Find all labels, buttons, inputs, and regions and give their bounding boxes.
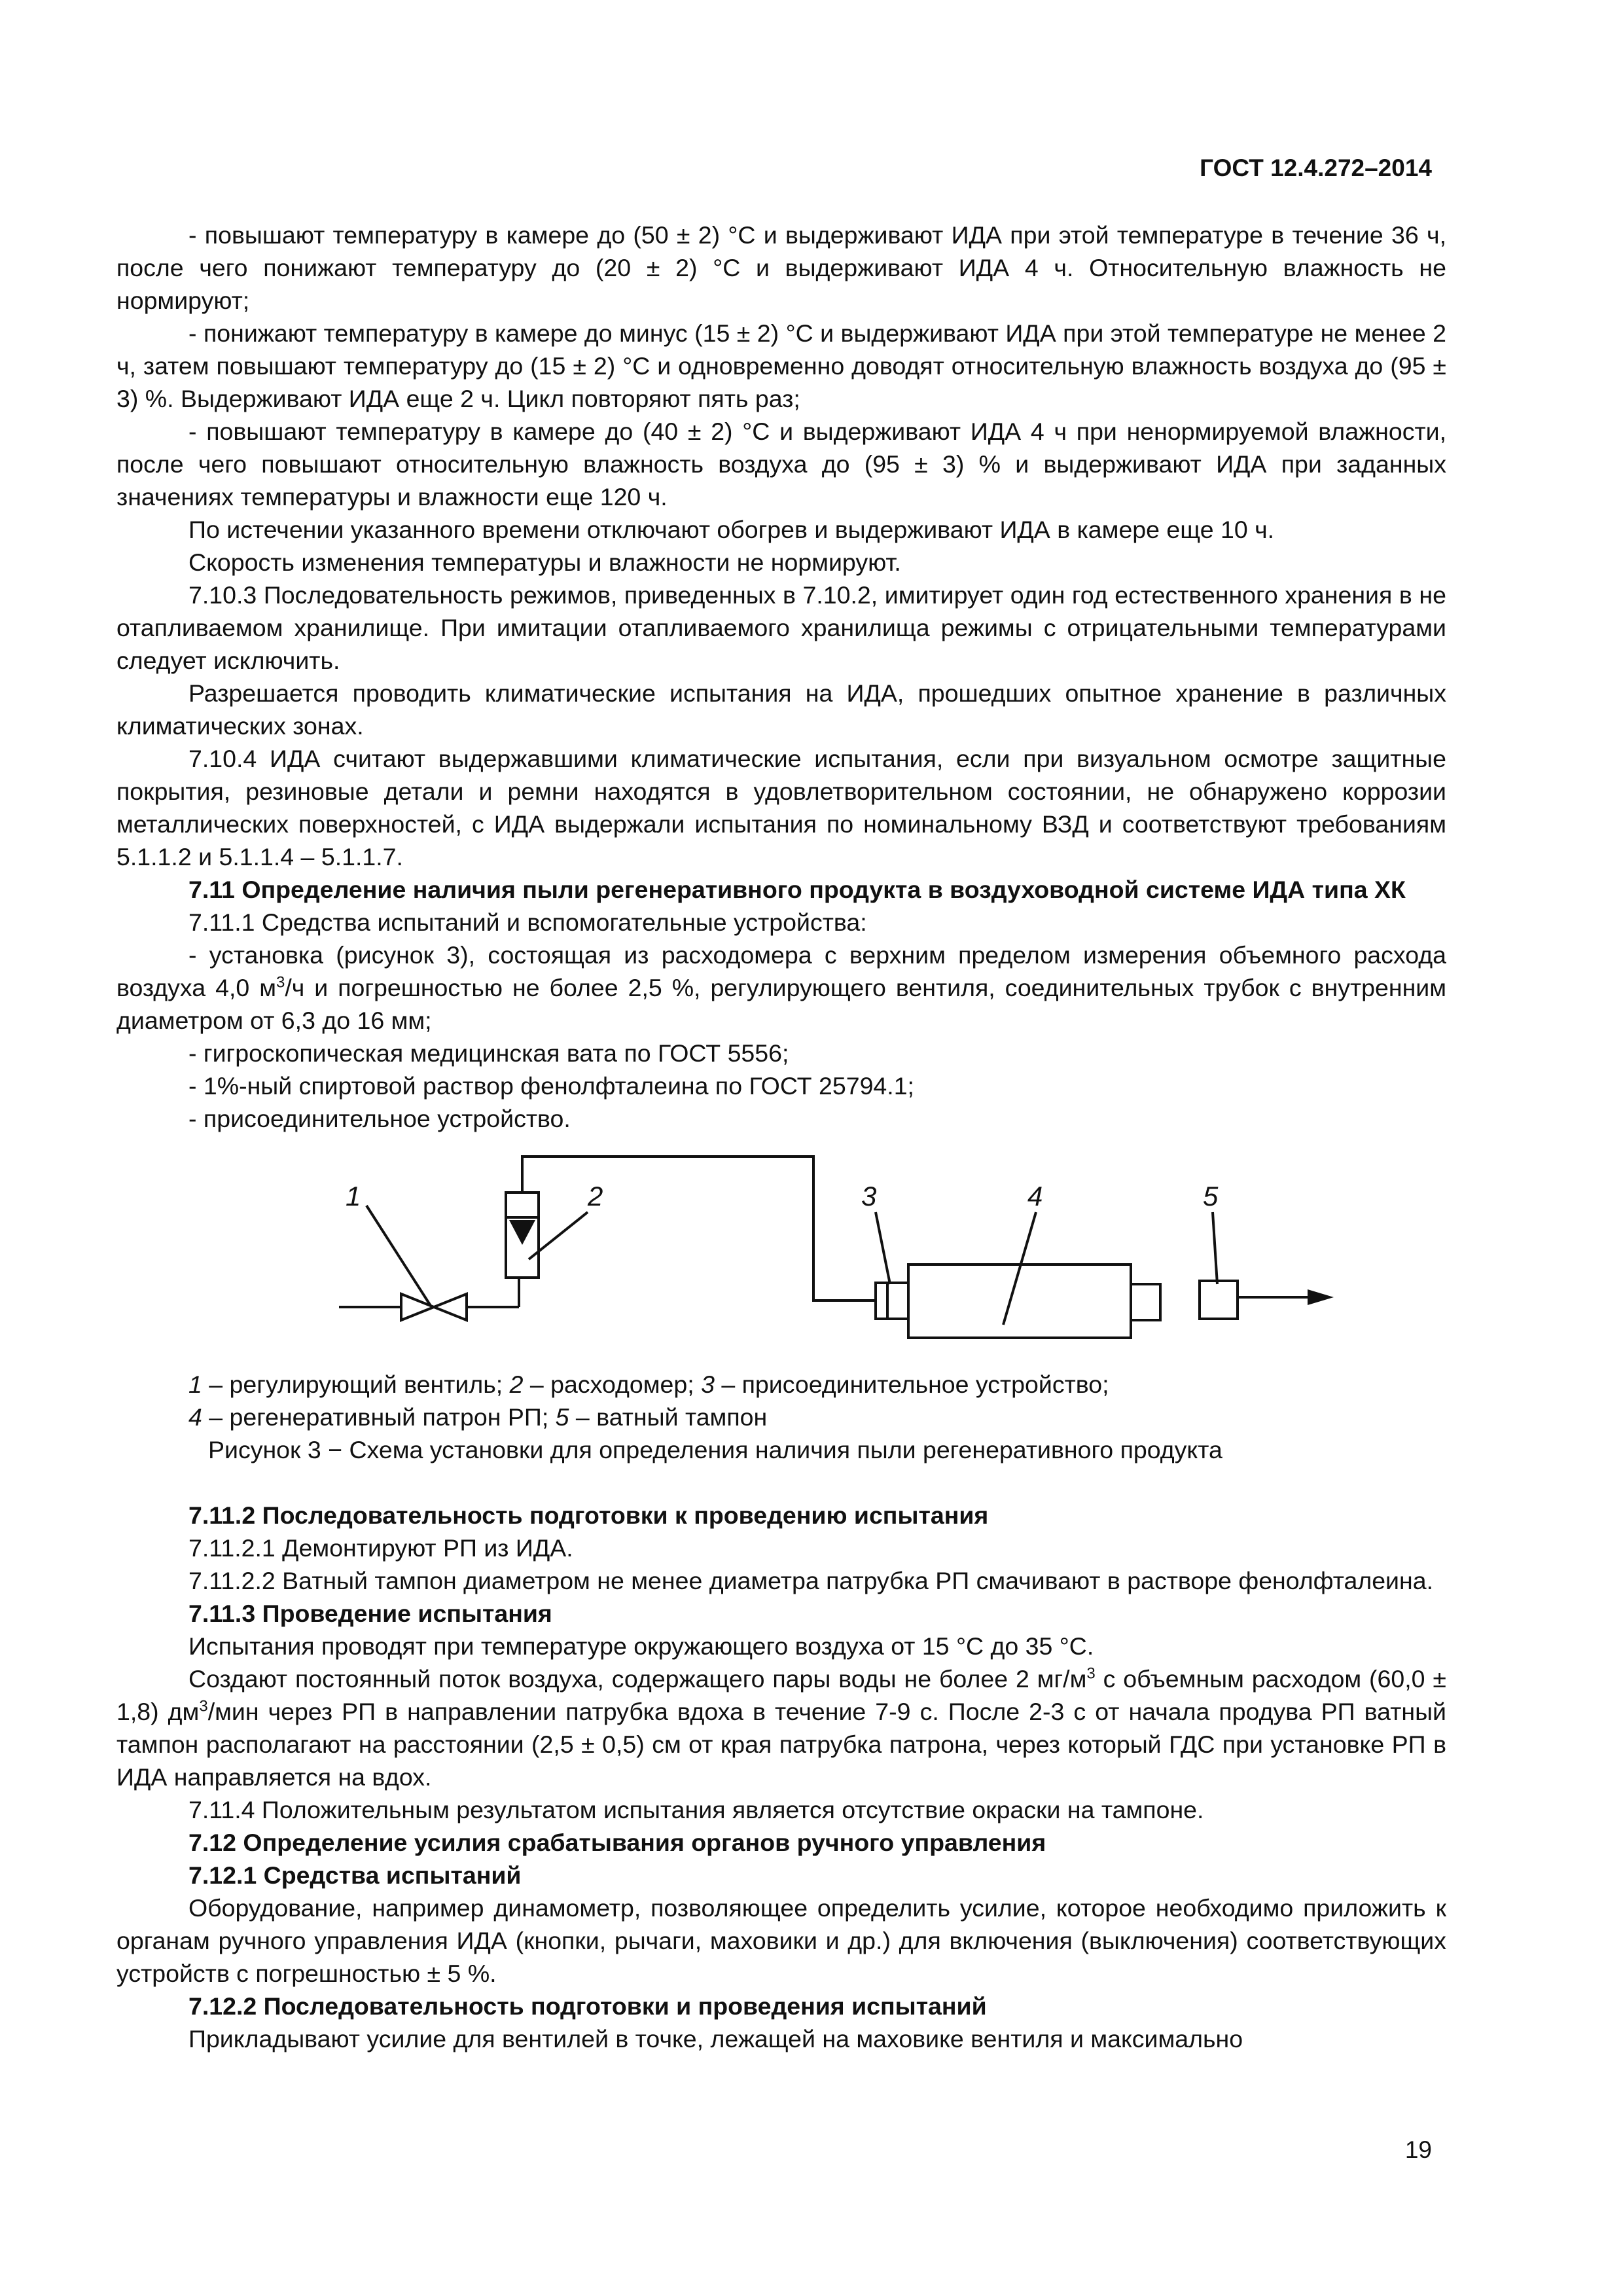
- paragraph-text: с объемным расходом (60,0 ± 1,8) дм: [116, 1665, 1446, 1725]
- figure-legend-line-1: [116, 1368, 1446, 1401]
- paragraph: 7.11.2.2 Ватный тампон диаметром не менее диаметра патрубка РП смачивают в растворе фенолфталеина.: [188, 1567, 1433, 1594]
- paragraph: - повышают температуру в камере до (50 ± 2) °С и выдерживают ИДА при этой температуре в течение 36 ч, после чего понижают температуру до (20 ± 2) °С и выдерживают ИДА 4 ч. Относительную влажность не нормируют;: [116, 221, 1446, 314]
- paragraph: Скорость изменения температуры и влажности не нормируют.: [188, 548, 901, 576]
- list-item-text: - установка (рисунок 3), состоящая из расходомера с верхним пределом измерения объемного расхода воздуха 4,0 м: [116, 941, 1446, 1001]
- superscript: 3: [1086, 1664, 1096, 1683]
- figure-legend-line-2: [116, 1401, 1446, 1433]
- legend-num: 1: [188, 1371, 202, 1398]
- valve-symbol-right: [434, 1294, 467, 1320]
- paragraph: - повышают температуру в камере до (40 ± 2) °С и выдерживают ИДА 4 ч при ненормируемой влажности, после чего повышают относительную влажность воздуха до (95 ± 3) % и выдерживают ИДА при заданных значениях температуры и влажности еще 120 ч.: [116, 418, 1446, 511]
- paragraph: Разрешается проводить климатические испытания на ИДА, прошедших опытное хранение в различных климатических зонах.: [116, 679, 1446, 740]
- legend-num: 2: [509, 1371, 524, 1398]
- list-item: - 1%-ный спиртовой раствор фенолфталеина по ГОСТ 25794.1;: [188, 1072, 914, 1100]
- figure-label-2: 2: [588, 1181, 603, 1211]
- flowmeter-float: [509, 1220, 535, 1245]
- legend-text: – присоединительное устройство;: [714, 1371, 1109, 1398]
- legend-text: – регулирующий вентиль;: [202, 1371, 510, 1398]
- paragraph: Оборудование, например динамометр, позволяющее определить усилие, которое необходимо приложить к органам ручного управления ИДА (кнопки, рычаги, маховики и др.) для включения (выключения) соответствующих устройств с погрешностью ± 5 %.: [116, 1894, 1446, 1987]
- paragraph-text: /мин через РП в направлении патрубка вдоха в течение 7-9 с. После 2-3 с от начала продува РП ватный тампон располагают на расстоянии (2,5 ± 0,5) см от края патрубка патрона, через который ГДС при установке РП в ИДА направляется на вдох.: [116, 1698, 1446, 1791]
- section-heading-7-12: 7.12 Определение усилия срабатывания органов ручного управления: [188, 1829, 1046, 1856]
- superscript: 3: [276, 973, 285, 992]
- connector-device: [876, 1283, 908, 1319]
- cartridge-nozzle: [1131, 1284, 1160, 1320]
- section-heading-7-11-3: 7.11.3 Проведение испытания: [188, 1600, 552, 1627]
- leader-line-3: [876, 1212, 890, 1284]
- legend-text: – ватный тампон: [569, 1403, 768, 1431]
- figure-3-diagram: [332, 1147, 1353, 1363]
- regenerative-cartridge: [908, 1265, 1131, 1338]
- spacer: [116, 1466, 1446, 1499]
- list-item-text: /ч и погрешностью не более 2,5 %, регулирующего вентиля, соединительных трубок с внутренним диаметром от 6,3 до 16 мм;: [116, 974, 1447, 1034]
- section-heading-7-12-1: 7.12.1 Средства испытаний: [188, 1861, 522, 1889]
- list-item: [116, 939, 1446, 1037]
- list-item: - присоединительное устройство.: [188, 1105, 571, 1132]
- paragraph: 7.10.4 ИДА считают выдержавшими климатические испытания, если при визуальном осмотре защитные покрытия, резиновые детали и ремни находятся в удовлетворительном состоянии, не обнаружено коррозии металлических поверхностей, с ИДА выдержали испытания по номинальному ВЗД и соответствуют требованиям 5.1.1.2 и 5.1.1.4 – 5.1.1.7.: [116, 745, 1446, 870]
- paragraph: 7.10.3 Последовательность режимов, приведенных в 7.10.2, имитирует один год естественного хранения в не отапливаемом хранилище. При имитации отапливаемого хранилища режимы с отрицательными температурами следует исключить.: [116, 581, 1446, 674]
- paragraph: 7.11.2.1 Демонтируют РП из ИДА.: [188, 1534, 573, 1562]
- section-heading-7-12-2: 7.12.2 Последовательность подготовки и проведения испытаний: [188, 1992, 987, 2020]
- leader-line-1: [366, 1206, 431, 1306]
- figure-label-5: 5: [1203, 1181, 1219, 1211]
- superscript: 3: [199, 1697, 208, 1715]
- page-number: 19: [1404, 2136, 1432, 2163]
- document-header: ГОСТ 12.4.272–2014: [1200, 154, 1432, 181]
- paragraph: По истечении указанного времени отключают обогрев и выдерживают ИДА в камере еще 10 ч.: [188, 516, 1275, 543]
- pipe-flowmeter-cartridge: [522, 1157, 876, 1300]
- paragraph: [116, 1662, 1446, 1793]
- leader-line-5: [1213, 1212, 1217, 1284]
- cotton-swab: [1200, 1281, 1238, 1319]
- paragraph: 7.11.1 Средства испытаний и вспомогательные устройства:: [188, 908, 867, 936]
- leader-line-4: [1003, 1212, 1036, 1325]
- paragraph-text: Создают постоянный поток воздуха, содержащего пары воды не более 2 мг/м: [188, 1665, 1087, 1693]
- paragraph: - понижают температуру в камере до минус (15 ± 2) °С и выдерживают ИДА при этой температуре не менее 2 ч, затем повышают температуру до (15 ± 2) °С и одновременно доводят относительную влажность воздуха до (95 ± 3) %. Выдерживают ИДА еще 2 ч. Цикл повторяют пять раз;: [116, 319, 1446, 412]
- legend-num: 4: [188, 1403, 202, 1431]
- page-content: [116, 219, 1446, 2055]
- figure-label-4: 4: [1027, 1181, 1043, 1211]
- figure-title: Рисунок 3 − Схема установки для определения наличия пыли регенеративного продукта: [208, 1436, 1222, 1463]
- outlet-arrow-icon: [1308, 1289, 1334, 1305]
- figure-label-3: 3: [861, 1181, 877, 1211]
- paragraph: 7.11.4 Положительным результатом испытания является отсутствие окраски на тампоне.: [188, 1796, 1204, 1823]
- legend-num: 5: [555, 1403, 569, 1431]
- paragraph: Прикладывают усилие для вентилей в точке, лежащей на маховике вентиля и максимально: [188, 2025, 1243, 2053]
- legend-num: 3: [701, 1371, 715, 1398]
- section-heading-7-11: 7.11 Определение наличия пыли регенеративного продукта в воздуховодной системе ИДА типа ХК: [188, 876, 1406, 903]
- figure-label-1: 1: [346, 1181, 361, 1211]
- list-item: - гигроскопическая медицинская вата по ГОСТ 5556;: [188, 1039, 789, 1067]
- paragraph: Испытания проводят при температуре окружающего воздуха от 15 °С до 35 °С.: [188, 1632, 1094, 1660]
- legend-text: – расходомер;: [523, 1371, 702, 1398]
- section-heading-7-11-2: 7.11.2 Последовательность подготовки к проведению испытания: [188, 1501, 989, 1529]
- valve-symbol: [401, 1294, 434, 1320]
- legend-text: – регенеративный патрон РП;: [202, 1403, 556, 1431]
